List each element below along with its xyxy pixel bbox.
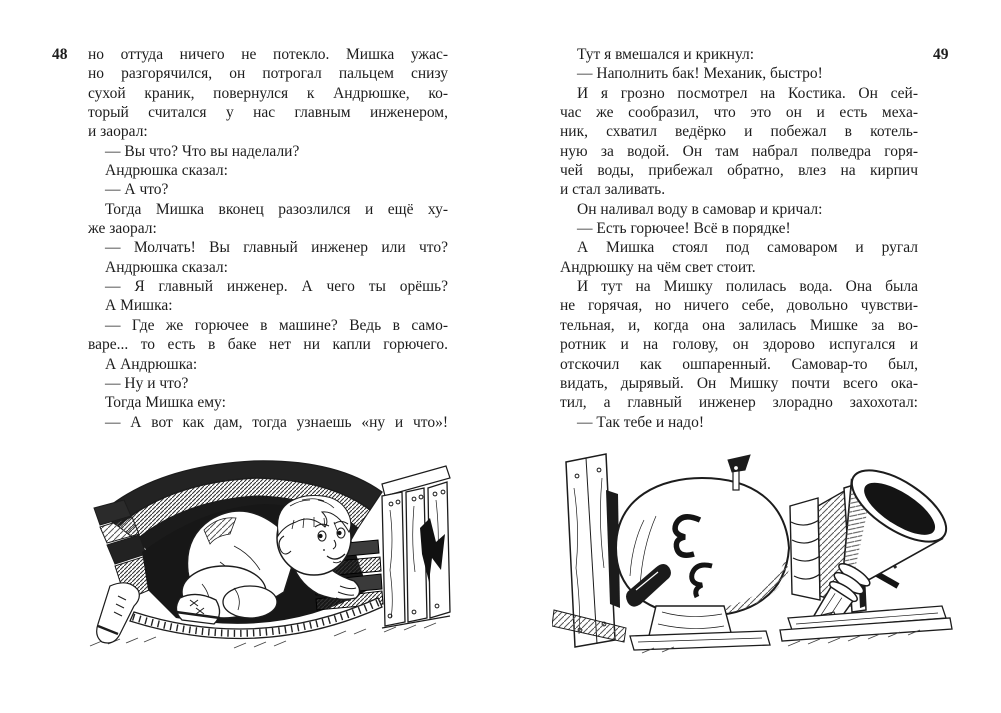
text-line: но оттуда ничего не потекло. Мишка ужас- xyxy=(88,46,448,63)
wooden-crate xyxy=(382,466,450,628)
text-line: А Мишка: xyxy=(105,297,173,315)
text-line: — Есть горючее! Всё в порядке! xyxy=(577,220,791,238)
text-line: — Я главный инженер. А чего ты орёшь? xyxy=(105,278,448,296)
boy-knee xyxy=(223,586,277,618)
text-line: Тогда Мишка вконец разозлился и ещё ху- xyxy=(105,200,448,218)
text-line: и заорал: xyxy=(88,123,148,141)
text-line: Андрюшку на чём свет стоит. xyxy=(560,258,756,276)
samovar-body xyxy=(616,455,789,650)
wooden-post xyxy=(552,454,626,647)
text-line: же заорал: xyxy=(88,220,157,238)
text-line: Тогда Мишка ему: xyxy=(105,394,226,412)
text-line: — Так тебе и надо! xyxy=(577,413,704,431)
text-line: И тут на Мишку полилась вода. Она была xyxy=(577,278,918,296)
text-line: ротник и на голову, он здорово испугался и xyxy=(560,336,918,354)
page-48-text xyxy=(88,45,448,432)
text-line: отскочил как ошпаренный. Самовар-то был, xyxy=(560,355,918,373)
text-line: И я грозно посмотрел на Костика. Он сей- xyxy=(577,84,918,102)
text-line: А Андрюшка: xyxy=(105,355,198,373)
page-49-text xyxy=(560,45,918,432)
text-line: не горячая, но ничего себе, довольно чувстви- xyxy=(560,297,918,315)
text-line: тил, а главный инженер злорадно захохотал: xyxy=(560,394,918,412)
text-line: Тут я вмешался и крикнул: xyxy=(577,46,755,63)
text-line: и стал заливать. xyxy=(560,181,666,199)
text-line: Андрюшка сказал: xyxy=(105,258,228,276)
page-number-left: 48 xyxy=(52,46,68,63)
text-line: час же сообразил, что это он и есть меха- xyxy=(560,104,918,122)
text-line: — А что? xyxy=(105,181,169,199)
text-line: — Вы что? Что вы наделали? xyxy=(105,142,300,160)
text-line: А Мишка стоял под самоваром и ругал xyxy=(577,239,918,257)
text-line: видать, дырявый. Он Мишку почти всего ока- xyxy=(560,374,918,392)
text-line: торый считался у нас главным инженером, xyxy=(88,104,448,122)
boy-crawling-drawing xyxy=(84,450,452,658)
text-line: варе... то есть в баке нет ни капли горючего. xyxy=(88,336,448,354)
page-number-right: 49 xyxy=(933,46,949,63)
illustration-boy-crawling xyxy=(84,450,452,658)
funnel-boards xyxy=(780,606,952,641)
text-line: чей воды, прибежал обратно, влез на кирпич xyxy=(560,162,918,180)
text-line: — Ну и что? xyxy=(105,374,189,392)
samovar-funnel-drawing xyxy=(552,448,966,656)
boy-shoe xyxy=(176,594,220,624)
text-line: — Где же горючее в машине? Ведь в само- xyxy=(105,316,448,334)
text-line: — Молчать! Вы главный инженер или что? xyxy=(105,239,448,257)
text-line: ник, схватил ведёрко и побежал в котель- xyxy=(560,123,918,141)
text-line: — А вот как дам, тогда узнаешь «ну и что»! xyxy=(105,413,448,431)
text-line: тельная, и, когда она залилась Мишке за во- xyxy=(560,316,918,334)
text-line: ную за водой. Он там набрал полведра горя- xyxy=(560,142,918,160)
text-line: Он наливал воду в самовар и кричал: xyxy=(577,200,823,218)
illustration-samovar-funnel xyxy=(552,448,966,656)
text-line: сухой краник, повернулся к Андрюшке, ко- xyxy=(88,84,448,102)
text-line: — Наполнить бак! Механик, быстро! xyxy=(577,65,823,83)
text-line: но разгорячился, он потрогал пальцем снизу xyxy=(88,65,448,83)
text-line: Андрюшка сказал: xyxy=(105,162,228,180)
